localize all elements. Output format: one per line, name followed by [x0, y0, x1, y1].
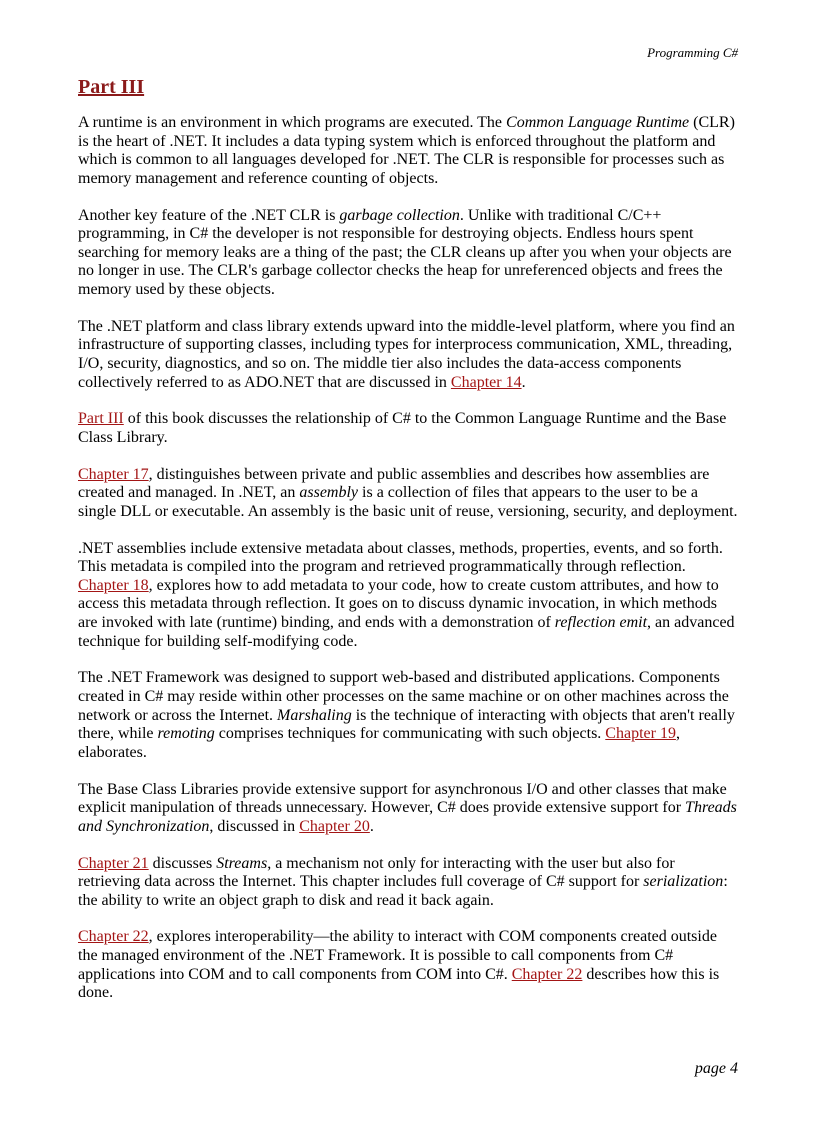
chapter-link[interactable]: Chapter 22 — [78, 928, 149, 946]
text-run: (CLR) is the heart of .NET. It includes a data typing system which is enforced throughout the platform and which is common to all languages developed for .NET. The CLR is responsible for processes such as memory management and reference counting of objects. — [78, 114, 735, 187]
page-number: page 4 — [694, 1060, 738, 1077]
paragraph — [78, 855, 740, 911]
text-run: The .NET Framework was designed to support web-based and distributed applications. Components created in C# may reside within other processes on the same machine or on other machines across the network or across the Internet. — [78, 669, 729, 724]
emphasis-text: garbage collection — [339, 206, 460, 224]
chapter-link[interactable]: Part III — [78, 410, 124, 428]
emphasis-text: Streams — [216, 854, 268, 872]
text-run: : the ability to write an object graph to disk and read it back again. — [78, 873, 728, 909]
text-run: describes how this is done. — [78, 965, 720, 1002]
text-run: , explores interoperability—the ability to interact with COM components created outside the managed environment of the .NET Framework. It is possible to call components from C# applications into COM and to call components from COM into C#. — [78, 928, 717, 983]
text-run: The Base Class Libraries provide extensive support for asynchronous I/O and other classes that make explicit manipulation of threads unnecessary. However, C# does provide extensive support for — [78, 780, 727, 817]
chapter-link[interactable]: Chapter 14 — [450, 373, 522, 391]
section-title: Part III — [78, 76, 145, 98]
chapter-link[interactable]: Chapter 21 — [78, 854, 149, 872]
text-run: A runtime is an environment in which programs are executed. The — [78, 114, 507, 131]
chapter-link[interactable]: Chapter 18 — [78, 576, 149, 594]
paragraph — [78, 466, 740, 522]
paragraph — [78, 114, 740, 188]
chapter-link[interactable]: Chapter 19 — [605, 725, 676, 743]
text-run: , distinguishes between private and public assemblies and describes how assemblies are created and managed. In .NET, an — [78, 465, 710, 502]
emphasis-text: reflection emit — [554, 614, 648, 631]
paragraph — [78, 781, 740, 837]
paragraph — [78, 410, 740, 447]
text-run: is the technique of interacting with objects that aren't really there, while — [78, 706, 735, 743]
text-run: comprises techniques for communicating with such objects. — [214, 725, 606, 743]
emphasis-text: Threads and Synchronization — [78, 799, 737, 835]
text-run: , a mechanism not only for interacting with the user but also for retrieving data across the Internet. This chapter includes full coverage of C# support for — [78, 854, 675, 891]
paragraph — [78, 207, 740, 300]
paragraph — [78, 540, 740, 652]
paragraph — [78, 318, 740, 392]
text-run: , explores how to add metadata to your code, how to create custom attributes, and how to access this metadata through reflection. It goes on to discuss dynamic invocation, in which methods are invoked with late (runtime) binding, and ends with a demonstration of — [78, 576, 719, 631]
emphasis-text: serialization — [643, 873, 724, 891]
paragraph — [78, 669, 740, 762]
text-run: .NET assemblies include extensive metadata about classes, methods, properties, events, and so forth. This metadata is compiled into the program and retrieved programmatically through reflection. — [78, 539, 723, 576]
chapter-link[interactable]: Chapter 20 — [299, 817, 370, 835]
text-run: . — [369, 817, 374, 835]
text-run: , discussed in — [209, 817, 300, 835]
text-run: Another key feature of the .NET CLR is — [78, 206, 340, 224]
text-run: is a collection of files that appears to the user to be a single DLL or executable. An assembly is the basic unit of reuse, versioning, security, and deployment. — [78, 484, 738, 520]
text-run: discusses — [148, 854, 217, 872]
text-run: The .NET platform and class library extends upward into the middle-level platform, where you find an infrastructure of supporting classes, including types for interprocess communication, XML, threading, I/O, security, diagnostics, and so on. The middle tier also includes the data-access components collectively referred to as ADO.NET that are discussed in — [78, 317, 735, 391]
emphasis-text: remoting — [157, 725, 215, 743]
text-run: , an advanced technique for building self-modifying code. — [78, 614, 735, 650]
emphasis-text: assembly — [299, 484, 359, 502]
emphasis-text: Common Language Runtime — [506, 114, 690, 131]
text-run: , elaborates. — [78, 725, 680, 761]
text-run: . — [521, 373, 526, 391]
text-run: . Unlike with traditional C/C++ programming, in C# the developer is not responsible for destroying objects. Endless hours spent searching for memory leaks are a thing of the past; the CLR cleans up after you when your objects are no longer in use. The CLR's garbage collector checks the heap for unreferenced objects and frees the memory used by these objects. — [78, 206, 732, 298]
text-run: of this book discusses the relationship of C# to the Common Language Runtime and the Base Class Library. — [78, 410, 727, 446]
body-text — [78, 114, 740, 1021]
running-header: Programming C# — [647, 45, 738, 60]
chapter-link[interactable]: Chapter 22 — [511, 965, 583, 983]
emphasis-text: Marshaling — [277, 706, 352, 724]
chapter-link[interactable]: Chapter 17 — [78, 465, 149, 483]
paragraph — [78, 928, 740, 1002]
